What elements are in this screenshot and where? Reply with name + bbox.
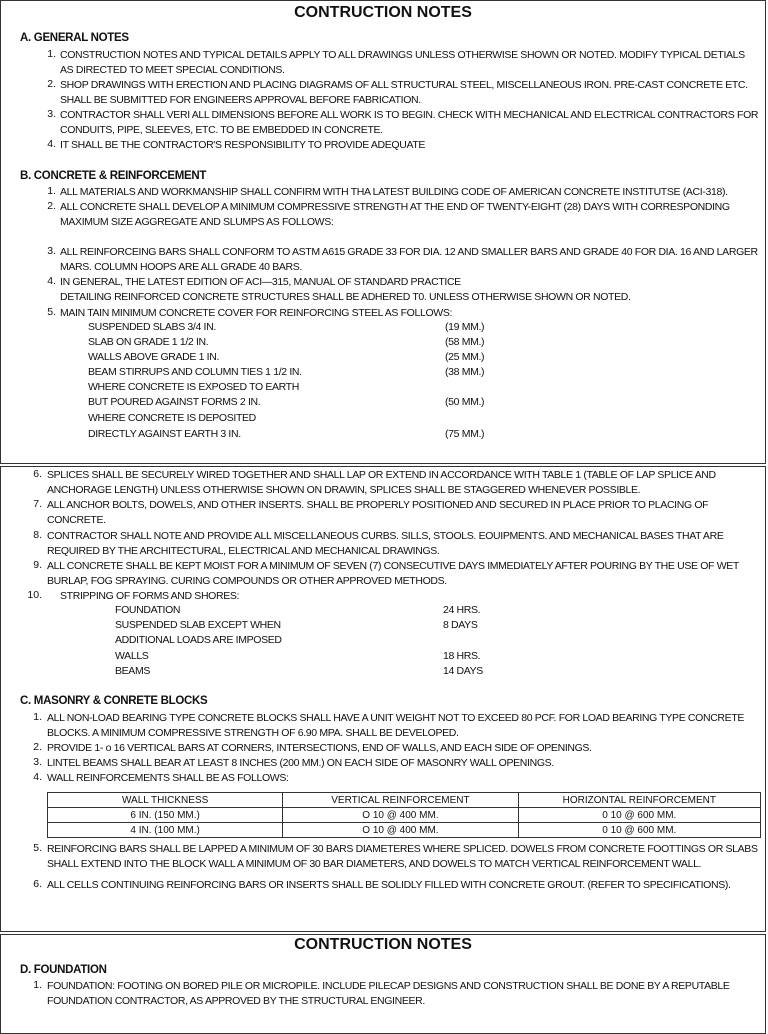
table-cell: O 10 @ 400 MM. xyxy=(283,808,518,823)
wall-reinforcement-table xyxy=(47,792,761,838)
stripping-value: 24 HRS. xyxy=(443,604,481,616)
item-number: 5. xyxy=(33,842,42,854)
table-row xyxy=(48,823,761,838)
item-number: 3. xyxy=(47,245,56,257)
item-number: 1. xyxy=(33,979,42,991)
item-number: 1. xyxy=(33,711,42,723)
section-a-heading: A. GENERAL NOTES xyxy=(20,32,129,44)
item-number: 4. xyxy=(47,138,56,150)
general-note-1-line-2: AS DIRECTED TO MEET SPECIAL CONDITIONS. xyxy=(60,64,285,76)
table-header: VERTICAL REINFORCEMENT xyxy=(283,793,518,808)
masonry-note-3: LINTEL BEAMS SHALL BEAR AT LEAST 8 INCHES (200 MM.) ON EACH SIDE OF MASONRY WALL OPENINGS. xyxy=(47,757,554,769)
concrete-note-4-line-2: DETAILING REINFORCED CONCRETE STRUCTURES SHALL BE ADHERED T0. UNLESS OTHERWISE SHOWN OR NOTED. xyxy=(60,291,631,303)
stripping-label: FOUNDATION xyxy=(115,604,181,616)
cover-label: SUSPENDED SLABS 3/4 IN. xyxy=(88,321,216,333)
concrete-note-9-line-2: BURLAP, FOG SPRAYING. CURING COMPOUNDS OR OTHER APPROVED METHODS. xyxy=(47,575,447,587)
item-number: 1. xyxy=(47,185,56,197)
item-number: 2. xyxy=(47,78,56,90)
cover-label: SLAB ON GRADE 1 1/2 IN. xyxy=(88,336,209,348)
page-title: CONTRUCTION NOTES xyxy=(294,4,472,21)
item-number: 4. xyxy=(33,771,42,783)
item-number: 8. xyxy=(33,529,42,541)
concrete-note-7-line-1: ALL ANCHOR BOLTS, DOWELS, AND OTHER INSERTS. SHALL BE PROPERLY POSITIONED AND SECURED IN PLACE PRIOR TO PLACING OF xyxy=(47,499,709,511)
cover-label: WHERE CONCRETE IS DEPOSITED xyxy=(88,412,256,424)
stripping-value: 18 HRS. xyxy=(443,650,481,662)
general-note-3-line-2: CONDUITS, PIPE, SLEEVES, ETC. TO BE EMBEDDED IN CONCRETE. xyxy=(60,124,383,136)
table-cell: 0 10 @ 600 MM. xyxy=(518,808,760,823)
concrete-note-10: STRIPPING OF FORMS AND SHORES: xyxy=(60,590,240,602)
table-cell: 6 IN. (150 MM.) xyxy=(48,808,283,823)
concrete-note-2-line-2: MAXIMUM SIZE AGGREGATE AND SLUMPS AS FOLLOWS: xyxy=(60,216,334,228)
table-header: WALL THICKNESS xyxy=(48,793,283,808)
masonry-note-5-line-2: SHALL EXTEND INTO THE BLOCK WALL A MINIMUM OF 30 BAR DIAMETERS, AND DOWELS TO MATCH VERTICAL REINFORCEMENT WALL. xyxy=(47,858,702,870)
table-cell: 0 10 @ 600 MM. xyxy=(518,823,760,838)
cover-value: (25 MM.) xyxy=(445,351,485,363)
cover-label: BUT POURED AGAINST FORMS 2 IN. xyxy=(88,396,261,408)
masonry-note-6: ALL CELLS CONTINUING REINFORCING BARS OR INSERTS SHALL BE SOLIDLY FILLED WITH CONCRETE GROUT. (REFER TO SPECIFICATIONS). xyxy=(47,879,731,891)
general-note-2-line-1: SHOP DRAWINGS WITH ERECTION AND PLACING DIAGRAMS OF ALL STRUCTURAL STEEL, MISCELLANEOUS IRON. PRE-CAST CONCRETE ETC. xyxy=(60,79,748,91)
cover-value: (75 MM.) xyxy=(445,428,485,440)
item-number: 7. xyxy=(33,498,42,510)
cover-value: (50 MM.) xyxy=(445,396,485,408)
stripping-label: SUSPENDED SLAB EXCEPT WHEN xyxy=(115,619,281,631)
cover-label: BEAM STIRRUPS AND COLUMN TIES 1 1/2 IN. xyxy=(88,366,302,378)
general-note-3-line-1: CONTRACTOR SHALL VERI ALL DIMENSIONS BEFORE ALL WORK IS TO BEGIN. CHECK WITH MECHANICAL AND ELECTRICAL CONTRACTORS FOR xyxy=(60,109,759,121)
cover-label: WALLS ABOVE GRADE 1 IN. xyxy=(88,351,220,363)
cover-value: (58 MM.) xyxy=(445,336,485,348)
item-number: 3. xyxy=(33,756,42,768)
concrete-note-8-line-2: REQUIRED BY THE ARCHITECTURAL, ELECTRICAL AND MECHANICAL DRAWINGS. xyxy=(47,545,440,557)
section-b-heading: B. CONCRETE & REINFORCEMENT xyxy=(20,170,207,182)
concrete-note-5: MAIN TAIN MINIMUM CONCRETE COVER FOR REINFORCING STEEL AS FOLLOWS: xyxy=(60,307,453,319)
cover-label: WHERE CONCRETE IS EXPOSED TO EARTH xyxy=(88,381,299,393)
item-number: 6. xyxy=(33,878,42,890)
concrete-note-2-line-1: ALL CONCRETE SHALL DEVELOP A MINIMUM COMPRESSIVE STRENGTH AT THE END OF TWENTY-EIGHT (28) DAYS WITH CORRESPONDING xyxy=(60,201,730,213)
concrete-note-6-line-2: ANCHORAGE LENGTH) UNLESS OTHERWISE SHOWN ON DRAWIN, SPLICES SHALL BE STAGGERED WHENEVER POSSIBLE. xyxy=(47,484,641,496)
table-row xyxy=(48,808,761,823)
table-header: HORIZONTAL REINFORCEMENT xyxy=(518,793,760,808)
foundation-note-1-line-1: FOUNDATION: FOOTING ON BORED PILE OR MICROPILE. INCLUDE PILECAP DESIGNS AND CONSTRUCTION SHALL BE DONE BY A REPUTABLE xyxy=(47,980,730,992)
concrete-note-4-line-1: IN GENERAL, THE LATEST EDITION OF ACI—315, MANUAL OF STANDARD PRACTICE xyxy=(60,276,461,288)
item-number: 3. xyxy=(47,108,56,120)
stripping-label: BEAMS xyxy=(115,665,151,677)
item-number: 1. xyxy=(47,48,56,60)
foundation-note-1-line-2: FOUNDATION CONTRACTOR, AS APPROVED BY THE STRUCTURAL ENGINEER. xyxy=(47,995,425,1007)
stripping-label: WALLS xyxy=(115,650,149,662)
stripping-value: 8 DAYS xyxy=(443,619,478,631)
concrete-note-1: ALL MATERIALS AND WORKMANSHIP SHALL CONFIRM WITH THA LATEST BUILDING CODE OF AMERICAN CONCRETE INSTITUTSE (ACI-318). xyxy=(60,186,728,198)
stripping-value: 14 DAYS xyxy=(443,665,483,677)
concrete-note-7-line-2: CONCRETE. xyxy=(47,514,106,526)
table-header-row xyxy=(48,793,761,808)
item-number: 5. xyxy=(47,306,56,318)
item-number: 9. xyxy=(33,559,42,571)
masonry-note-5-line-1: REINFORCING BARS SHALL BE LAPPED A MINIMUM OF 30 BARS DIAMETERES WHERE SPLICED. DOWELS FROM CONCRETE FOOTTINGS OR SLABS xyxy=(47,843,758,855)
item-number: 10. xyxy=(27,589,42,601)
section-c-heading: C. MASONRY & CONRETE BLOCKS xyxy=(20,695,208,707)
item-number: 2. xyxy=(47,200,56,212)
item-number: 4. xyxy=(47,275,56,287)
section-d-heading: D. FOUNDATION xyxy=(20,964,107,976)
table-cell: 4 IN. (100 MM.) xyxy=(48,823,283,838)
stripping-label: ADDITIONAL LOADS ARE IMPOSED xyxy=(115,634,282,646)
item-number: 2. xyxy=(33,741,42,753)
concrete-note-9-line-1: ALL CONCRETE SHALL BE KEPT MOIST FOR A MINIMUM OF SEVEN (7) CONSECUTIVE DAYS IMMEDIATELY AFTER POURING BY THE USE OF WET xyxy=(47,560,739,572)
cover-label: DIRECTLY AGAINST EARTH 3 IN. xyxy=(88,428,241,440)
item-number: 6. xyxy=(33,468,42,480)
cover-value: (19 MM.) xyxy=(445,321,485,333)
general-note-2-line-2: SHALL BE SUBMITTED FOR ENGINEERS APPROVAL BEFORE FABRICATION. xyxy=(60,94,421,106)
general-note-4-line-1: IT SHALL BE THE CONTRACTOR'S RESPONSIBILITY TO PROVIDE ADEQUATE xyxy=(60,139,426,151)
masonry-note-1-line-1: ALL NON-LOAD BEARING TYPE CONCRETE BLOCKS SHALL HAVE A UNIT WEIGHT NOT TO EXCEED 80 PCF. FOR LOAD BEARING TYPE CONCRETE xyxy=(47,712,745,724)
concrete-note-6-line-1: SPLICES SHALL BE SECURELY WIRED TOGETHER AND SHALL LAP OR EXTEND IN ACCORDANCE WITH TABLE 1 (TABLE OF LAP SPLICE AND xyxy=(47,469,716,481)
cover-value: (38 MM.) xyxy=(445,366,485,378)
concrete-note-3-line-1: ALL REINFORCEING BARS SHALL CONFORM TO ASTM A615 GRADE 33 FOR DIA. 12 AND SMALLER BARS AND GRADE 40 FOR DIA. 16 AND LARGER xyxy=(60,246,758,258)
table-cell: O 10 @ 400 MM. xyxy=(283,823,518,838)
page-title: CONTRUCTION NOTES xyxy=(294,936,472,953)
concrete-note-8-line-1: CONTRACTOR SHALL NOTE AND PROVIDE ALL MISCELLANEOUS CURBS. SILLS, STOOLS. EOUIPMENTS. AND MECHANICAL BASES THAT ARE xyxy=(47,530,724,542)
masonry-note-1-line-2: BLOCKS. A MINIMUM COMPRESSIVE STRENGTH OF 6.90 MPA. SHALL BE DEVELOPED. xyxy=(47,727,459,739)
masonry-note-2: PROVIDE 1- o 16 VERTICAL BARS AT CORNERS, INTERSECTIONS, END OF WALLS, AND EACH SIDE OF OPENINGS. xyxy=(47,742,592,754)
concrete-note-3-line-2: MARS. COLUMN HOOPS ARE ALL GRADE 40 BARS. xyxy=(60,261,303,273)
masonry-note-4: WALL REINFORCEMENTS SHALL BE AS FOLLOWS: xyxy=(47,772,289,784)
general-note-1-line-1: CONSTRUCTION NOTES AND TYPICAL DETAILS APPLY TO ALL DRAWINGS UNLESS OTHERWISE SHOWN OR NOTED. MODIFY TYPICAL DETIALS xyxy=(60,49,745,61)
